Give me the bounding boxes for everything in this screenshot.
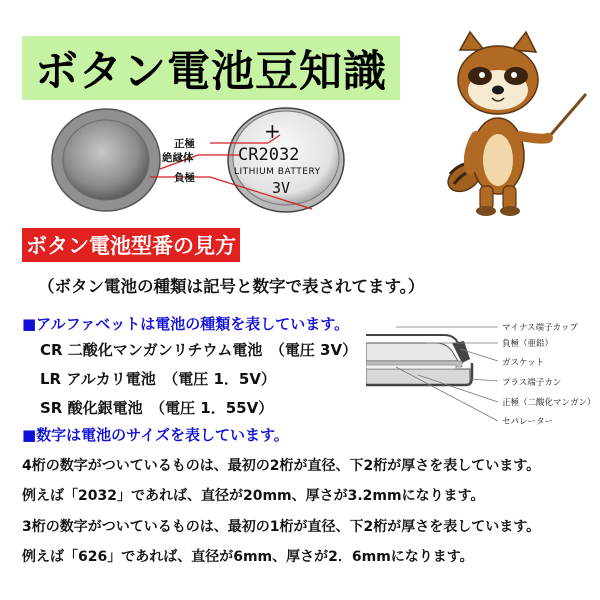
example-626: 例えば「626」であれば、直径が6mm、厚さが2．6mmになります。 — [22, 549, 474, 565]
label-positive: 正極 — [174, 138, 195, 150]
label-insulator: 絶縁体 — [162, 152, 194, 164]
page-title: ボタン電池豆知識 — [35, 46, 387, 97]
example-2032: 例えば「2032」であれば、直径が20mm、厚さが3.2mmになります。 — [22, 488, 485, 504]
battery-illustration — [50, 105, 350, 215]
battery-voltage: 3V — [272, 179, 291, 197]
type-row-lr: LR アルカリ電池 （電圧 1．5V） — [40, 370, 276, 388]
diagram-label-cathode: 正極（二酸化マンガン） — [502, 398, 596, 408]
diagram-label-plus-can: プラス端子カン — [502, 378, 562, 388]
type-row-sr: SR 酸化銀電池 （電圧 1．55V） — [40, 399, 274, 417]
section-heading: ボタン電池型番の見方 — [22, 228, 240, 262]
diagram-label-gasket: ガスケット — [502, 358, 545, 368]
tanuki-mascot-icon — [440, 28, 590, 218]
battery-drawing — [50, 105, 350, 215]
diagram-label-anode: 負極（亜鉛） — [502, 339, 554, 349]
number-heading: ■数字は電池のサイズを表しています。 — [22, 426, 289, 444]
alphabet-heading: ■アルファベットは電池の種類を表しています。 — [22, 315, 350, 333]
label-negative: 負極 — [174, 172, 195, 184]
explanation-4digit: 4桁の数字がついているものは、最初の2桁が直径、下2桁が厚さを表しています。 — [22, 458, 541, 474]
cross-section-diagram — [366, 305, 596, 435]
battery-type: LITHIUM BATTERY — [234, 167, 321, 177]
explanation-3digit: 3桁の数字がついているものは、最初の1桁が直径、下2桁が厚さを表しています。 — [22, 519, 541, 535]
intro-text: （ボタン電池の種類は記号と数字で表されてます。） — [38, 277, 425, 296]
diagram-label-separator: セパレーター — [502, 417, 554, 427]
battery-model: CR2032 — [238, 145, 300, 165]
plus-symbol: + — [264, 119, 281, 143]
title-banner — [22, 36, 400, 100]
diagram-label-minus-cup: マイナス端子カップ — [502, 323, 578, 333]
type-row-cr: CR 二酸化マンガンリチウム電池 （電圧 3V） — [40, 341, 358, 359]
